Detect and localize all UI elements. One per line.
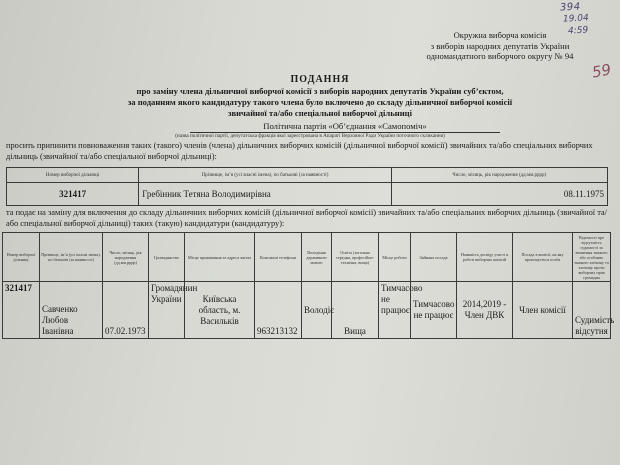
column-header: Число, місяць, рік народження (дд.мм.рррр) [391, 168, 607, 183]
substitute-paragraph: та подає на заміну для включення до складу дільничних виборчих комісій (дільничної виборчої комісії) звичайних та/або спеціальних виборчих дільниць (звичайної та/або спеціальної виборчої дільниці) таких (такую) кандидатури (кандидатуру): [6, 208, 608, 228]
members-to-replace-table [6, 167, 608, 206]
column-header: Освіта (загальна середня, професійно-технічна, вища) [332, 233, 379, 282]
handwritten-date: 19.04 [562, 13, 590, 25]
column-header: Місце роботи [379, 233, 411, 282]
precinct-cell: 321417 [3, 282, 40, 339]
table-row [7, 183, 608, 206]
title-line: за поданням якого кандидатуру такого члена було включено до складу дільничної виборчої комісії [127, 97, 513, 107]
dob-cell: 08.11.1975 [391, 183, 607, 206]
party-name: Політична партія «Об’єднання «Самопоміч» [190, 121, 500, 133]
column-header: Наявність досвіду участі в роботі виборчих комісій [457, 233, 513, 282]
precinct-cell: 321417 [7, 183, 139, 206]
column-header: Володіння державною мовою [302, 233, 332, 282]
criminal-record-cell: Судимість відсутня [573, 282, 611, 339]
commission-role-cell: Член комісії [513, 282, 573, 339]
column-header: Посада в комісії, на яку пропонується особа [513, 233, 573, 282]
addressee-line: з виборів народних депутатів України [430, 40, 570, 51]
position-cell: Тимчасово не працює [411, 282, 457, 339]
blank-area [0, 342, 620, 465]
column-header: Відомості про відсутність судимості за вчинення тяжкого або особливо тяжкого злочину та злочину проти виборчих прав громадян [574, 234, 609, 280]
column-header: Місце проживання та адреса житла [185, 233, 255, 282]
column-header: Громадянство [149, 233, 185, 282]
candidates-table [2, 232, 615, 339]
experience-cell: 2014,2019 - Член ДВК [457, 282, 513, 339]
document-heading: ПОДАННЯ [290, 74, 350, 85]
citizenship-cell: Громадянин України [149, 282, 185, 339]
handwritten-page-mark: 59 [590, 60, 613, 82]
request-paragraph: просить припинити повноваження таких (такого) членів (члена) дільничних виборчих комісій (дільничної виборчої комісії) звичайних та/або спеціальних виборчих дільниць (звичайної та/або спеціальної виборчої дільниці): [6, 141, 593, 161]
party-caption: (назва політичної партії, депутатська фракція якої зареєстрована в Апараті Верховної Ради України поточного скликання) [175, 133, 445, 139]
table-row [3, 282, 611, 339]
title-line: про заміну члена дільничної виборчої комісії з виборів народних депутатів України суб’єктом, [136, 86, 504, 96]
column-header: Номер виборчої дільниці [3, 233, 40, 282]
dob-cell: 07.02.1973 [103, 282, 149, 339]
column-header: Число, місяць, рік народження (дд.мм.рррр) [103, 233, 149, 282]
addressee-line: Окружна виборча комісія [453, 30, 547, 40]
handwritten-registration-number: 394 [559, 1, 581, 14]
column-header: Прізвище, ім’я (усі власні імена), по батькові (за наявності) [40, 233, 103, 282]
education-cell: Вища [332, 282, 379, 339]
column-header: Номер виборчої дільниці [7, 168, 139, 183]
title-line: звичайної та/або спеціальної виборчої дільниці [228, 108, 412, 118]
handwritten-time: 4:59 [567, 25, 589, 37]
addressee-line: одномандатного виборчого округу № 94 [426, 51, 574, 61]
workplace-cell: Тимчасово не працює [379, 282, 411, 339]
column-header: Контактні телефони [255, 233, 302, 282]
language-cell: Володіє [302, 282, 332, 339]
name-cell: Гребінник Тетяна Володимирівна [139, 183, 391, 206]
column-header: Займана посада [411, 233, 457, 282]
addressee-block [405, 30, 595, 62]
name-cell: Савченко Любов Іванівна [40, 282, 103, 339]
address-cell: Київська область, м. Васильків [185, 282, 255, 339]
column-header: Прізвище, ім’я (усі власні імена), по батькові (за наявності) [139, 168, 391, 183]
phone-cell: 963213132 [255, 282, 302, 339]
